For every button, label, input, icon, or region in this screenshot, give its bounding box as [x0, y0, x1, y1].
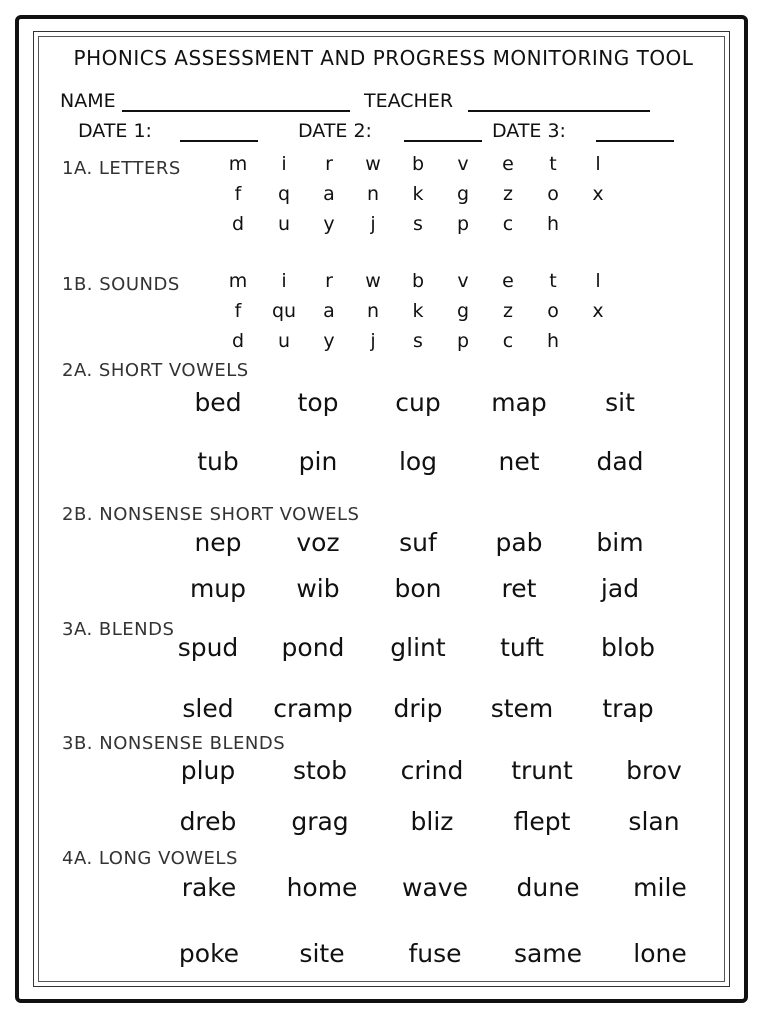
letter-item: r	[325, 270, 333, 292]
letter-item: l	[595, 153, 601, 175]
word-item: trap	[602, 694, 654, 723]
letter-item: p	[456, 330, 470, 352]
word-item: slan	[628, 807, 680, 836]
letter-item: n	[366, 300, 380, 322]
letter-item: j	[370, 213, 376, 235]
date3-field[interactable]	[596, 140, 674, 142]
letter-item: o	[547, 300, 559, 322]
word-item: bon	[394, 574, 442, 603]
word-item: suf	[399, 528, 437, 557]
teacher-field[interactable]	[468, 110, 650, 112]
word-item: sit	[605, 388, 635, 417]
word-item: lone	[633, 939, 687, 968]
word-item: crind	[400, 756, 464, 785]
word-item: map	[491, 388, 547, 417]
letter-item: i	[281, 270, 287, 292]
word-item: cramp	[273, 694, 353, 723]
letter-item: m	[228, 270, 248, 292]
word-item: pond	[281, 633, 345, 662]
letter-item: a	[323, 300, 335, 322]
word-item: ret	[501, 574, 537, 603]
letter-item: h	[546, 330, 560, 352]
word-item: dune	[516, 873, 580, 902]
word-item: blob	[601, 633, 655, 662]
letter-item: c	[502, 330, 514, 352]
letter-item: s	[413, 330, 423, 352]
letter-item: f	[234, 183, 242, 205]
letter-item: e	[502, 153, 514, 175]
letter-item: m	[228, 153, 248, 175]
word-item: tuft	[500, 633, 544, 662]
letter-item: k	[412, 183, 424, 205]
section-nonsense-short-vowels-label: 2B. NONSENSE SHORT VOWELS	[62, 504, 360, 525]
letter-item: v	[457, 153, 469, 175]
letter-item: l	[595, 270, 601, 292]
word-item: fuse	[408, 939, 462, 968]
letter-item: a	[323, 183, 335, 205]
letter-item: e	[502, 270, 514, 292]
letter-item: j	[370, 330, 376, 352]
word-item: stob	[293, 756, 347, 785]
letter-item: h	[546, 213, 560, 235]
word-item: wave	[402, 873, 468, 902]
word-item: same	[513, 939, 583, 968]
date1-label: DATE 1:	[78, 120, 152, 142]
letter-item: r	[325, 153, 333, 175]
word-item: jad	[600, 574, 640, 603]
page-title: PHONICS ASSESSMENT AND PROGRESS MONITORING TOOL	[73, 46, 694, 70]
section-sounds-label: 1B. SOUNDS	[62, 274, 180, 295]
letter-item: b	[411, 153, 425, 175]
letter-item: z	[503, 183, 513, 205]
letter-item: c	[502, 213, 514, 235]
letter-item: z	[503, 300, 513, 322]
letter-item: i	[281, 153, 287, 175]
section-letters-label: 1A. LETTERS	[62, 158, 181, 179]
word-item: bim	[596, 528, 644, 557]
letter-item: s	[413, 213, 423, 235]
word-item: voz	[296, 528, 340, 557]
word-item: cup	[395, 388, 441, 417]
word-item: rake	[181, 873, 237, 902]
word-item: glint	[390, 633, 446, 662]
word-item: home	[286, 873, 358, 902]
word-item: wib	[296, 574, 340, 603]
letter-item: t	[549, 153, 557, 175]
word-item: drip	[393, 694, 443, 723]
section-long-vowels-label: 4A. LONG VOWELS	[62, 848, 238, 869]
word-item: flept	[513, 807, 571, 836]
word-item: sled	[182, 694, 234, 723]
word-item: stem	[490, 694, 554, 723]
word-item: mup	[189, 574, 247, 603]
letter-item: d	[231, 330, 245, 352]
name-label: NAME	[60, 90, 116, 112]
word-item: dad	[596, 447, 644, 476]
date3-label: DATE 3:	[492, 120, 566, 142]
letter-item: g	[456, 300, 470, 322]
letter-item: p	[456, 213, 470, 235]
letter-item: b	[411, 270, 425, 292]
word-item: bliz	[410, 807, 454, 836]
letter-item: y	[323, 213, 335, 235]
word-item: grag	[291, 807, 349, 836]
letter-item: g	[456, 183, 470, 205]
word-item: poke	[178, 939, 240, 968]
word-item: log	[398, 447, 438, 476]
letter-item: x	[592, 183, 604, 205]
letter-item: v	[457, 270, 469, 292]
letter-item: o	[547, 183, 559, 205]
section-nonsense-blends-label: 3B. NONSENSE BLENDS	[62, 733, 286, 754]
word-item: net	[498, 447, 540, 476]
letter-item: x	[592, 300, 604, 322]
name-field[interactable]	[122, 110, 350, 112]
word-item: spud	[177, 633, 239, 662]
word-item: plup	[180, 756, 236, 785]
section-short-vowels-label: 2A. SHORT VOWELS	[62, 360, 249, 381]
letter-item: d	[231, 213, 245, 235]
letter-item: f	[234, 300, 242, 322]
teacher-label: TEACHER	[364, 90, 454, 112]
letter-item: w	[365, 270, 381, 292]
letter-item: u	[277, 213, 291, 235]
word-item: top	[297, 388, 339, 417]
letter-item: w	[365, 153, 381, 175]
date2-label: DATE 2:	[298, 120, 372, 142]
letter-item: t	[549, 270, 557, 292]
letter-item: k	[412, 300, 424, 322]
word-item: pab	[495, 528, 543, 557]
word-item: brov	[626, 756, 682, 785]
word-item: mile	[633, 873, 687, 902]
word-item: trunt	[511, 756, 573, 785]
word-item: pin	[298, 447, 338, 476]
letter-item: n	[366, 183, 380, 205]
letter-item: qu	[271, 300, 297, 322]
letter-item: q	[277, 183, 291, 205]
word-item: tub	[197, 447, 239, 476]
letter-item: y	[323, 330, 335, 352]
letter-item: u	[277, 330, 291, 352]
section-blends-label: 3A. BLENDS	[62, 619, 175, 640]
word-item: bed	[194, 388, 242, 417]
date2-field[interactable]	[404, 140, 482, 142]
word-item: nep	[194, 528, 242, 557]
date1-field[interactable]	[180, 140, 258, 142]
word-item: dreb	[179, 807, 237, 836]
word-item: site	[299, 939, 345, 968]
